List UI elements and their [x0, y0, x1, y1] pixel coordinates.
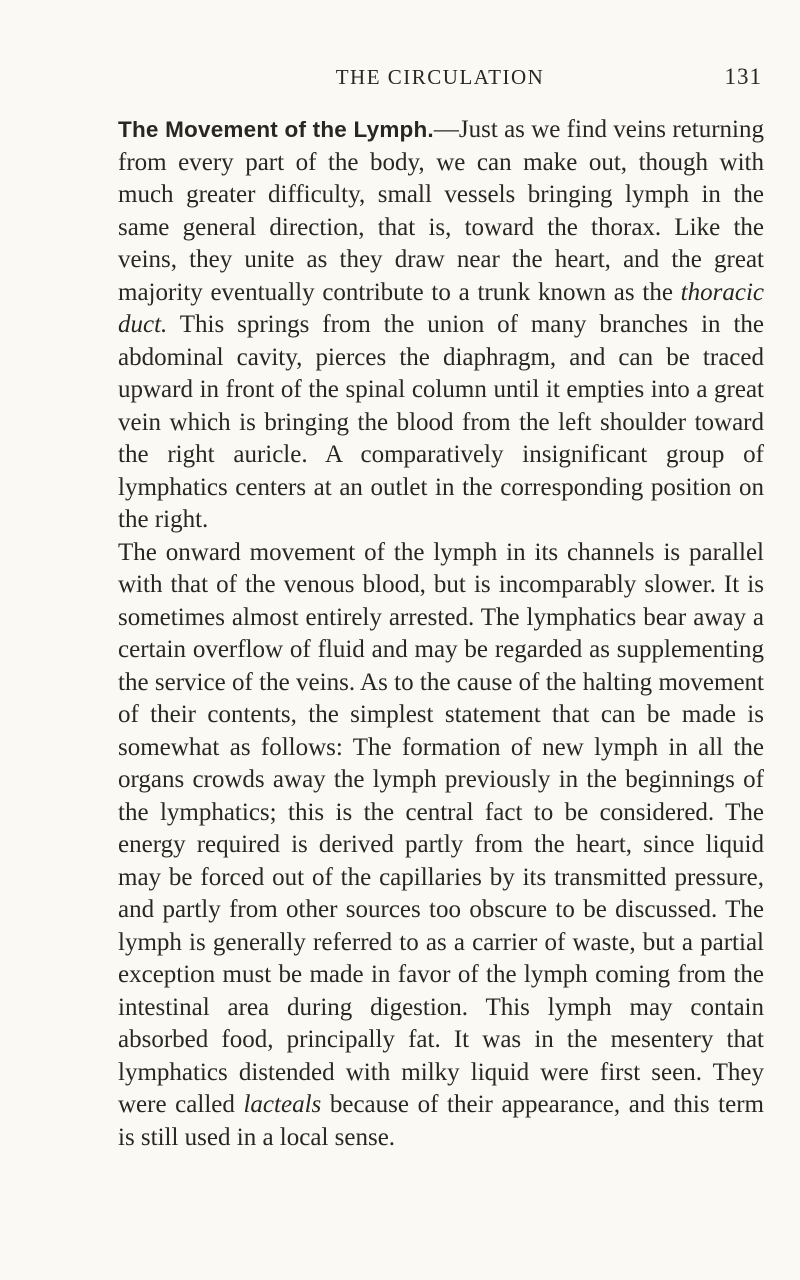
paragraph-text: because of their appearance, and this term is still used in a local sense.	[118, 1091, 764, 1151]
term-thoracic-duct: thoracic duct.	[118, 278, 764, 338]
paragraph-text: —Just as we find veins returning from every part of the body, we can make out, though with much greater difficulty, small vessels bringing lymph in the same general direction, that is, toward the thorax. Like the veins, they unite as they draw near the heart, and the great majority eventually contribute to a trunk known as the	[118, 116, 764, 306]
body-text	[118, 114, 764, 1154]
page-number: 131	[724, 64, 762, 89]
paragraph-text: The onward movement of the lymph in its channels is parallel with that of the venous blood, but is incomparably slower. It is sometimes almost entirely arrested. The lymphatics bear away a certain overflow of fluid and may be regarded as supplementing the service of the veins. As to the cause of the halting movement of their contents, the simplest statement that can be made is somewhat as follows: The formation of new lymph in all the organs crowds away the lymph previously in the beginnings of the lymphatics; this is the central fact to be considered. The energy required is derived partly from the heart, since liquid may be forced out of the capillaries by its transmitted pressure, and partly from other sources too obscure to be discussed. The lymph is generally referred to as a carrier of waste, but a partial exception must be made in favor of the lymph coming from the intestinal area during digestion. This lymph may contain absorbed food, principally fat. It was in the mesentery that lymphatics distended with milky liquid were first seen. They were called	[118, 538, 764, 1118]
section-heading: The Movement of the Lymph.	[118, 117, 434, 142]
running-head	[118, 62, 762, 98]
paragraph-lymph-movement	[118, 114, 764, 537]
paragraph-text: This springs from the union of many branches in the abdominal cavity, pierces the diaphragm, and can be traced upward in front of the spinal column until it empties into a great vein which is bringing the blood from the left shoulder toward the right auricle. A comparatively insignificant group of lymphatics centers at an outlet in the corresponding position on the right.	[118, 311, 764, 533]
term-lacteals: lacteals	[243, 1091, 322, 1118]
running-title: THE CIRCULATION	[335, 65, 545, 89]
paragraph-onward-movement	[118, 537, 764, 1155]
